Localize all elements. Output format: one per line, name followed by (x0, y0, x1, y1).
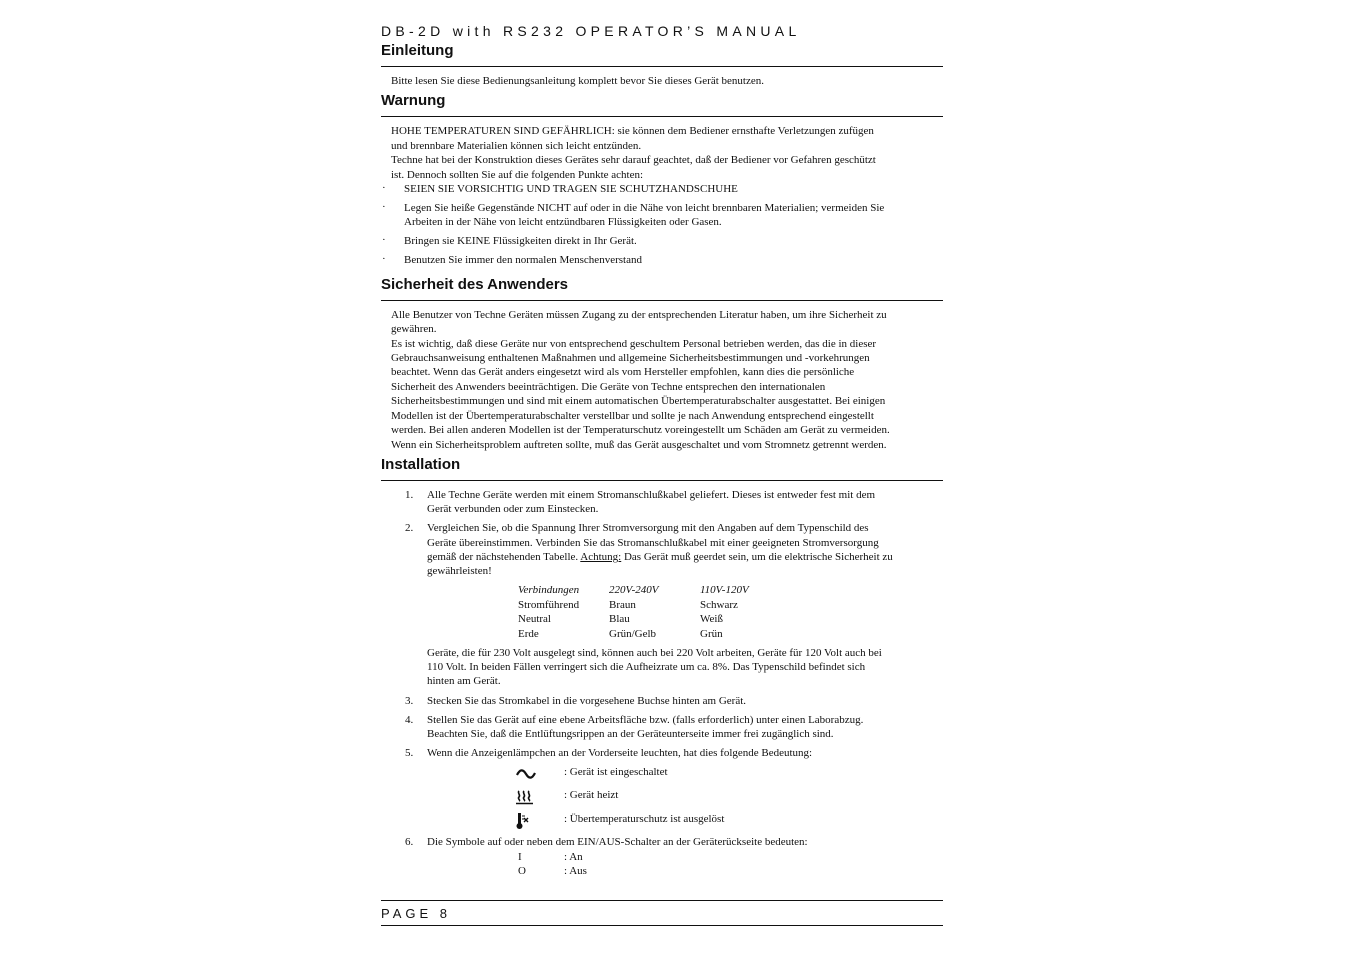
warnung-bullet: Benutzen Sie immer den normalen Menschenverstand (404, 254, 642, 266)
table-header-cell: 110V-120V (700, 584, 749, 596)
list-item-line: Stellen Sie das Gerät auf eine ebene Arbeitsfläche bzw. (falls erforderlich) unter einen Laborabzug. (427, 714, 864, 726)
list-number: 1. (405, 489, 414, 501)
warnung-bullet: SEIEN SIE VORSICHTIG UND TRAGEN SIE SCHUTZHANDSCHUHE (404, 183, 738, 195)
heating-waves-icon (515, 788, 537, 806)
after-table-line: Geräte, die für 230 Volt ausgelegt sind, können auch bei 220 Volt arbeiten, Geräte für 120 Volt auch bei (427, 647, 882, 659)
bullet-dot: · (382, 253, 386, 265)
warnung-bullet: Legen Sie heiße Gegenstände NICHT auf oder in die Nähe von leicht brennbaren Materialien; vermeiden Sie (404, 202, 885, 214)
after-table-line: hinten am Gerät. (427, 675, 501, 687)
indicator-text: : Übertemperaturschutz ist ausgelöst (564, 813, 725, 825)
list-number: 4. (405, 714, 414, 726)
warnung-para1-line2: und brennbare Materialien können sich leicht entzünden. (391, 140, 642, 152)
warnung-para1-line1: HOHE TEMPERATUREN SIND GEFÄHRLICH: sie können dem Bediener ernsthafte Verletzungen zufügen (391, 125, 874, 137)
list-item-line: Vergleichen Sie, ob die Spannung Ihrer Stromversorgung mit den Angaben auf dem Typenschild des (427, 522, 869, 534)
bullet-dot: · (382, 234, 386, 246)
after-table-line: 110 Volt. In beiden Fällen verringert sich die Aufheizrate um ca. 8%. Das Typenschild befindet sich (427, 661, 866, 673)
list-item-line: Beachten Sie, daß die Entlüftungsrippen an der Geräteunterseite immer frei zugänglich sind. (427, 728, 834, 740)
switch-symbol-text: : Aus (564, 865, 587, 877)
footer-rule-bottom (381, 925, 943, 926)
achtung-underlined: Achtung: (580, 551, 622, 563)
section-title-einleitung: Einleitung (381, 42, 454, 59)
manual-page (381, 0, 943, 954)
table-cell: Schwarz (700, 599, 738, 611)
warnung-para2-line2: ist. Dennoch sollten Sie auf die folgenden Punkte achten: (391, 169, 644, 181)
table-cell: Blau (609, 613, 630, 625)
table-cell: Grün (700, 628, 723, 640)
switch-symbol: O (518, 865, 526, 877)
list-number: 3. (405, 695, 414, 707)
warnung-bullet-continued: Arbeiten in der Nähe von leicht entzündbaren Flüssigkeiten oder Gasen. (404, 216, 722, 228)
list-item-line: gewährleisten! (427, 565, 492, 577)
sicherheit-line: gewähren. (391, 323, 437, 335)
section-rule (381, 66, 943, 67)
list-number: 6. (405, 836, 414, 848)
indicator-text: : Gerät heizt (564, 789, 619, 801)
section-title-sicherheit: Sicherheit des Anwenders (381, 276, 569, 293)
indicator-text: : Gerät ist eingeschaltet (564, 766, 668, 778)
line-text: Das Gerät muß geerdet sein, um die elektrische Sicherheit zu (621, 551, 893, 563)
table-cell: Neutral (518, 613, 551, 625)
list-item-line: Wenn die Anzeigenlämpchen an der Vorderseite leuchten, hat dies folgende Bedeutung: (427, 747, 813, 759)
section-rule (381, 480, 943, 481)
table-cell: Braun (609, 599, 636, 611)
list-item-line: Geräte übereinstimmen. Verbinden Sie das Stromanschlußkabel mit einer geeigneten Stromversorgung (427, 537, 879, 549)
section-rule (381, 116, 943, 117)
section-rule (381, 300, 943, 301)
power-on-tilde-icon (515, 765, 537, 783)
list-item-line: Stecken Sie das Stromkabel in die vorgesehene Buchse hinten am Gerät. (427, 695, 747, 707)
table-cell: Weiß (700, 613, 723, 625)
table-header-cell: Verbindungen (518, 584, 580, 596)
list-item-line: Alle Techne Geräte werden mit einem Stromanschlußkabel geliefert. Dieses ist entweder fest mit dem (427, 489, 876, 501)
einleitung-text: Bitte lesen Sie diese Bedienungsanleitung komplett bevor Sie dieses Gerät benutzen. (391, 75, 764, 87)
sicherheit-line: Es ist wichtig, daß diese Geräte nur von entsprechend geschultem Personal betrieben werden, das die in dieser (391, 338, 877, 350)
over-temperature-thermometer-icon (515, 812, 537, 830)
table-header-cell: 220V-240V (609, 584, 659, 596)
section-title-warnung: Warnung (381, 92, 446, 109)
warnung-para2-line1: Techne hat bei der Konstruktion dieses Gerätes sehr darauf geachtet, daß der Bediener vor Gefahren geschützt (391, 154, 876, 166)
page-number: PAGE 8 (381, 906, 452, 921)
bullet-dot: · (382, 182, 386, 194)
running-header: DB-2D with RS232 OPERATOR’S MANUAL (381, 23, 801, 39)
footer-rule-top (381, 900, 943, 901)
sicherheit-line: Alle Benutzer von Techne Geräten müssen Zugang zu der entsprechenden Literatur haben, um ihre Sicherheit zu (391, 309, 887, 321)
warnung-bullet: Bringen sie KEINE Flüssigkeiten direkt in Ihr Gerät. (404, 235, 637, 247)
switch-symbol: I (518, 851, 522, 863)
table-cell: Stromführend (518, 599, 580, 611)
switch-symbol-text: : An (564, 851, 583, 863)
section-title-installation: Installation (381, 456, 461, 473)
sicherheit-line: Sicherheitsbestimmungen und sind mit einem automatischen Übertemperaturabschalter ausgestattet. Bei einigen (391, 395, 886, 407)
list-number: 5. (405, 747, 414, 759)
table-cell: Grün/Gelb (609, 628, 657, 640)
sicherheit-line: Sicherheit des Anwenders beeinträchtigen. Die Geräte von Techne entsprechen den internationalen (391, 381, 826, 393)
line-text: gemäß der nächstehenden Tabelle. (427, 551, 581, 563)
list-item-line: Gerät verbunden oder zum Einstecken. (427, 503, 599, 515)
sicherheit-line: Wenn ein Sicherheitsproblem auftreten sollte, muß das Gerät ausgeschaltet und vom Stromnetz getrennt werden. (391, 439, 887, 451)
bullet-dot: · (382, 201, 386, 213)
list-number: 2. (405, 522, 414, 534)
sicherheit-line: Modellen ist der Übertemperaturabschalter verstellbar und sollte je nach Anwendung entsprechend eingestellt (391, 410, 874, 422)
list-item-line (427, 550, 893, 565)
list-item-line: Die Symbole auf oder neben dem EIN/AUS-Schalter an der Geräterückseite bedeuten: (427, 836, 808, 848)
sicherheit-line: beachtet. Wenn das Gerät anders eingesetzt wird als vom Hersteller empfohlen, kann dies die persönliche (391, 366, 855, 378)
sicherheit-line: werden. Bei allen anderen Modellen ist der Temperaturschutz voreingestellt um Schäden am Gerät zu vermeiden. (391, 424, 890, 436)
sicherheit-line: Gebrauchsanweisung enthaltenen Maßnahmen und allgemeine Sicherheitsbestimmungen und -vorkehrungen (391, 352, 870, 364)
table-cell: Erde (518, 628, 539, 640)
